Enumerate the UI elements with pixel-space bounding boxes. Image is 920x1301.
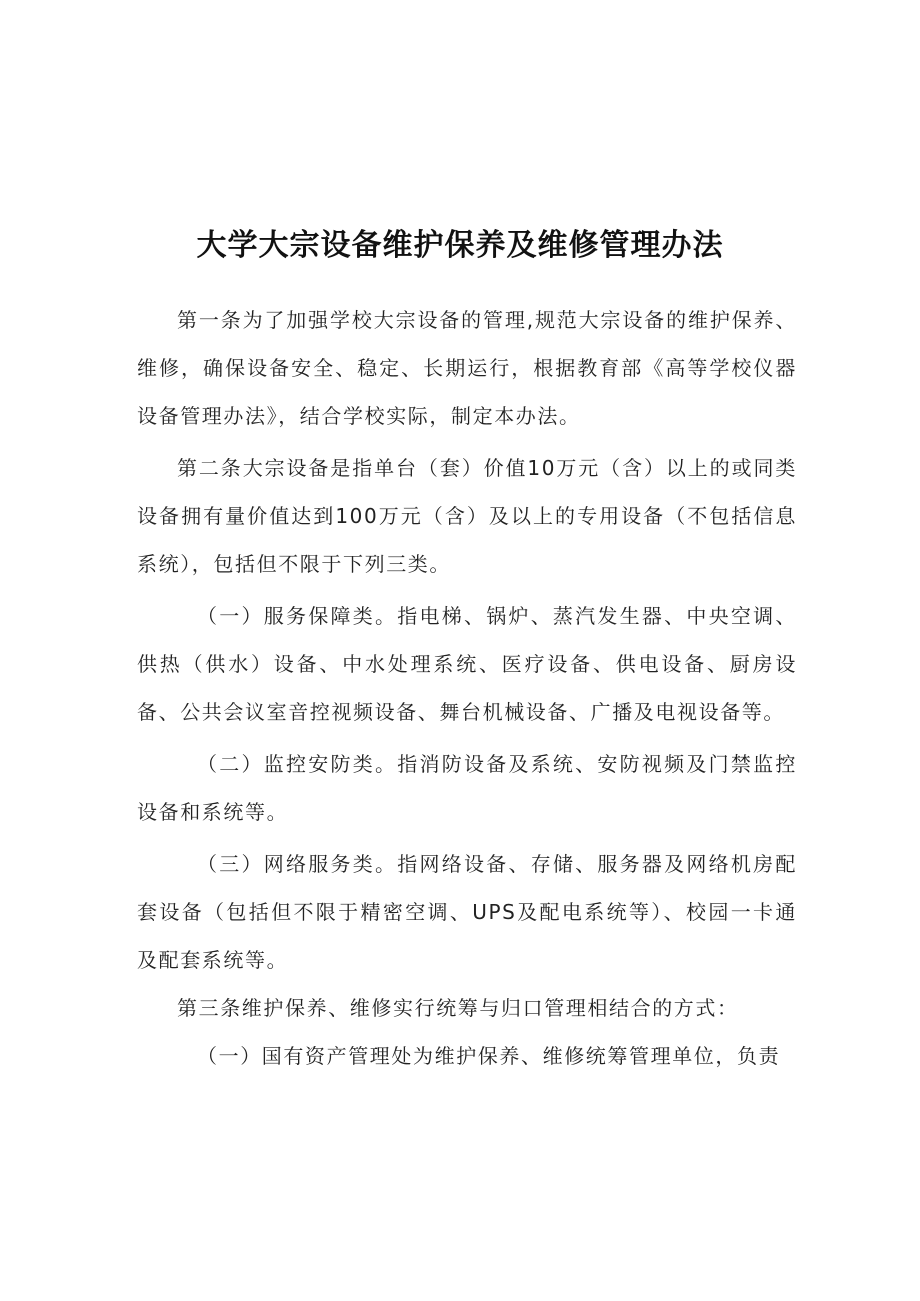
paragraph-article-3: 第三条维护保养、维修实行统筹与归口管理相结合的方式：: [177, 996, 739, 1020]
paragraph-article-3-item-1: （一）国有资产管理处为维护保养、维修统筹管理单位，负责: [197, 1044, 781, 1068]
document-body: [137, 296, 797, 1080]
paragraph-article-1: 第一条为了加强学校大宗设备的管理,规范大宗设备的维护保养、维修，确保设备安全、稳定、长期运行，根据教育部《高等学校仪器设备管理办法》，结合学校实际，制定本办法。: [137, 308, 797, 428]
paragraph-category-3: （三）网络服务类。指网络设备、存储、服务器及网络机房配套设备（包括但不限于精密空调、UPS及配电系统等）、校园一卡通及配套系统等。: [137, 852, 797, 972]
paragraph-category-1: （一）服务保障类。指电梯、锅炉、蒸汽发生器、中央空调、供热（供水）设备、中水处理系统、医疗设备、供电设备、厨房设备、公共会议室音控视频设备、舞台机械设备、广播及电视设备等。: [137, 604, 797, 724]
paragraph-article-2: 第二条大宗设备是指单台（套）价值10万元（含）以上的或同类设备拥有量价值达到100万元（含）及以上的专用设备（不包括信息系统），包括但不限于下列三类。: [137, 456, 797, 576]
document-title: 大学大宗设备维护保养及维修管理办法: [196, 228, 724, 263]
paragraph-category-2: （二）监控安防类。指消防设备及系统、安防视频及门禁监控设备和系统等。: [137, 752, 797, 824]
